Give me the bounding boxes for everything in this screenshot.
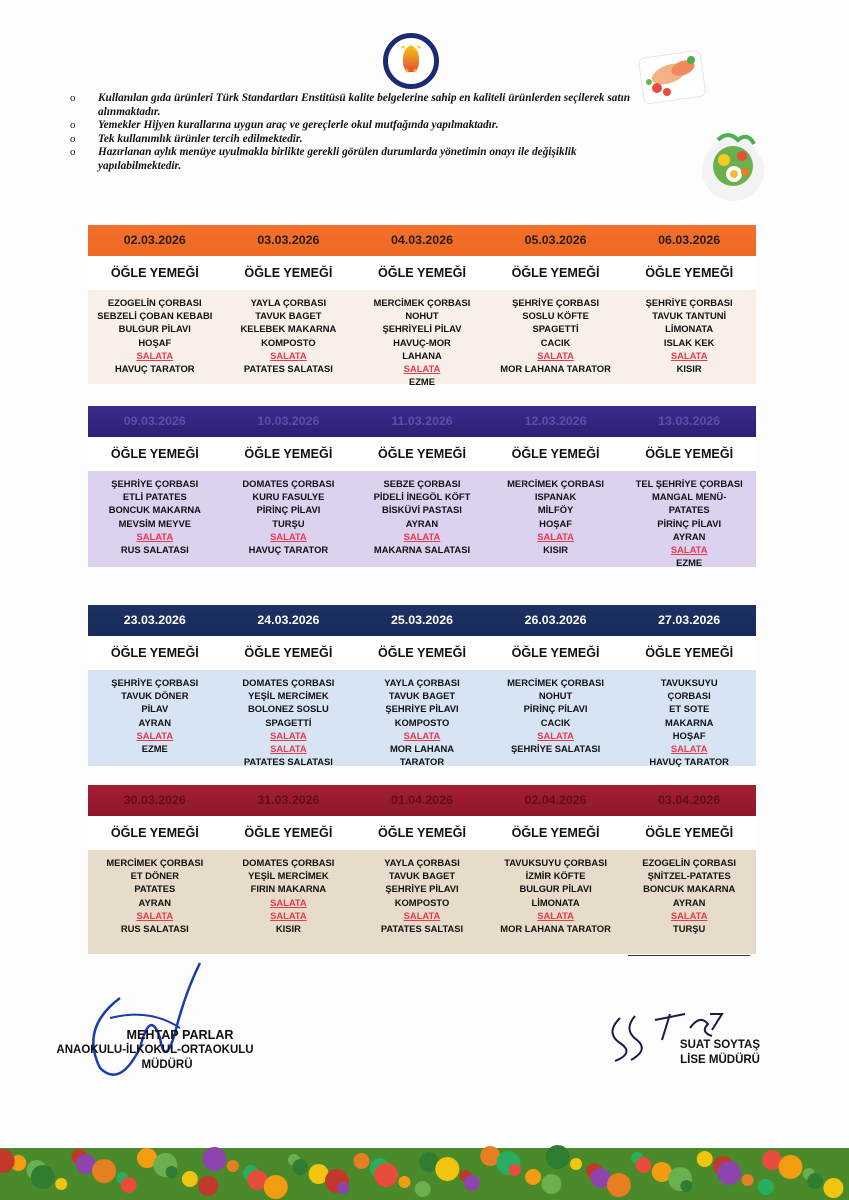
table-end-line — [628, 955, 750, 956]
week-2-table — [88, 406, 756, 567]
salad-item: SALATA — [403, 363, 441, 375]
menu-item: PİRİNÇ PİLAVI — [657, 517, 722, 529]
menu-item: TAVUKSUYU ÇORBASI — [504, 857, 607, 868]
salad-item: SALATA — [270, 349, 307, 361]
menu-item: TURŞU — [673, 923, 706, 935]
week-dates-row — [88, 785, 756, 816]
menu-item: NOHUT — [538, 690, 573, 702]
menu-item: PATATES — [134, 883, 176, 895]
salad-item: SALATA — [136, 349, 174, 361]
menu-item: EZME — [141, 743, 168, 755]
menu-item: EZOGELİN ÇORBASI — [642, 857, 737, 868]
left-signer-title: ANAOKULU-İLKOKUL-ORTAOKULU — [56, 1044, 254, 1056]
menu-item: DOMATES ÇORBASI — [242, 478, 335, 489]
lunch-label: ÖĞLE YEMEĞİ — [378, 646, 466, 660]
menu-item: ÇORBASI — [667, 690, 711, 702]
salad-item: SALATA — [270, 530, 307, 542]
note-item: o Hazırlanan aylık menüye uyulmakla birlikte gerekli görülen durumlarda yönetimin onayı ile değişiklik yapılabilmektedir. — [70, 146, 577, 172]
date-cell: 30.03.2026 — [123, 793, 186, 807]
lunch-label: ÖĞLE YEMEĞİ — [110, 826, 199, 840]
lunch-label-row — [88, 437, 756, 471]
day-menu — [222, 290, 356, 384]
menu-item: TARATOR — [399, 756, 445, 768]
salad-item: SALATA — [537, 530, 574, 542]
day-menu — [88, 471, 222, 567]
menu-item: ŞEHRİYE ÇORBASI — [512, 297, 600, 308]
menu-item: YAYLA ÇORBASI — [250, 297, 327, 308]
date-cell: 03.03.2026 — [257, 233, 320, 247]
day-menu — [88, 670, 222, 766]
menu-item: MERCİMEK ÇORBASI — [507, 677, 605, 688]
menu-item: ŞEHRİYE ÇORBASI — [645, 297, 733, 308]
menu-item: AYRAN — [405, 517, 439, 529]
menu-item: PİLAV — [141, 703, 169, 715]
salad-item: SALATA — [537, 349, 574, 361]
date-cell: 02.03.2026 — [123, 233, 186, 247]
menu-item: HAVUÇ TARATOR — [248, 544, 329, 556]
week-menus-row — [88, 290, 756, 388]
lunch-label: ÖĞLE YEMEĞİ — [244, 266, 333, 280]
day-menu — [489, 850, 623, 954]
lunch-label: ÖĞLE YEMEĞİ — [645, 646, 734, 660]
menu-item: PİRİNÇ PİLAVI — [256, 504, 321, 516]
menu-item: LİMONATA — [531, 896, 580, 908]
menu-item: AYRAN — [138, 716, 172, 728]
salad-item: SALATA — [403, 530, 441, 542]
left-signature-block — [30, 1028, 280, 1073]
week-1-table — [88, 225, 756, 388]
lunch-label: ÖĞLE YEMEĞİ — [378, 266, 466, 280]
bullet-icon: o — [70, 132, 76, 145]
lunch-label: ÖĞLE YEMEĞİ — [378, 447, 466, 461]
menu-item: MAKARNA — [664, 716, 714, 728]
note-item: o Yemekler Hijyen kurallarına uygun araç ve gereçlerle okul mutfağında yapılmaktadır. — [70, 119, 499, 132]
salad-item: SALATA — [537, 909, 574, 921]
menu-item: TAVUK BAGET — [255, 310, 322, 322]
menu-item: EZOGELİN ÇORBASI — [107, 297, 202, 308]
menu-item: ET DÖNER — [130, 870, 180, 882]
menu-item: MAKARNA SALATASI — [373, 544, 471, 556]
date-cell: 27.03.2026 — [658, 613, 721, 627]
salad-item: SALATA — [136, 909, 174, 921]
menu-item: PATATES SALTASI — [380, 923, 464, 935]
salad-item: SALATA — [403, 729, 441, 741]
menu-item: ETLİ PATATES — [122, 491, 187, 503]
menu-item: HAVUÇ-MOR — [393, 336, 451, 348]
menu-item: AYRAN — [672, 530, 706, 542]
menu-item: TAVUK DÖNER — [121, 690, 189, 702]
menu-item: CACIK — [540, 716, 571, 728]
date-cell: 03.04.2026 — [658, 793, 721, 807]
day-menu — [489, 670, 623, 766]
salad-item: SALATA — [670, 743, 708, 755]
menu-item: LİMONATA — [665, 323, 714, 335]
salad-item: SALATA — [670, 544, 708, 556]
menu-item: FIRIN MAKARNA — [250, 883, 327, 895]
salad-item: SALATA — [670, 349, 708, 361]
menu-item: SPAGETTİ — [532, 323, 579, 335]
menu-item: SEBZELİ ÇOBAN KEBABI — [97, 310, 213, 322]
week-menus-row — [88, 471, 756, 567]
date-cell: 09.03.2026 — [123, 414, 186, 428]
menu-item: SPAGETTİ — [265, 716, 312, 728]
bullet-icon: o — [70, 92, 76, 104]
menu-item: AYRAN — [138, 896, 172, 908]
lunch-label-row — [88, 636, 756, 670]
lunch-label: ÖĞLE YEMEĞİ — [244, 646, 333, 660]
lunch-label: ÖĞLE YEMEĞİ — [244, 447, 333, 461]
lunch-label: ÖĞLE YEMEĞİ — [645, 447, 734, 461]
date-cell: 12.03.2026 — [524, 414, 587, 428]
date-cell: 02.04.2026 — [524, 793, 587, 807]
menu-item: MİLFÖY — [537, 504, 574, 516]
lunch-label: ÖĞLE YEMEĞİ — [110, 646, 199, 660]
menu-item: ŞEHRİYE SALATASI — [510, 743, 601, 755]
menu-item: LAHANA — [402, 349, 442, 361]
menu-item: HAVUÇ TARATOR — [649, 756, 729, 768]
menu-item: TAVUK TANTUNİ — [652, 310, 727, 322]
menu-item: KISIR — [275, 923, 301, 935]
lunch-label: ÖĞLE YEMEĞİ — [110, 266, 199, 280]
menu-item: ŞNİTZEL-PATATES — [647, 870, 731, 882]
day-menu — [222, 670, 356, 766]
lunch-label-row — [88, 256, 756, 290]
salad-item: SALATA — [270, 743, 307, 755]
menu-item: ISPANAK — [534, 491, 577, 503]
menu-item: MERCİMEK ÇORBASI — [106, 857, 204, 868]
salad-item: SALATA — [136, 530, 174, 542]
vegetables-banner-image — [0, 1118, 849, 1200]
menu-item: SOSLU KÖFTE — [522, 310, 589, 322]
salad-item: SALATA — [403, 909, 441, 921]
menu-item: TAVUK BAGET — [388, 870, 456, 882]
menu-item: BONCUK MAKARNA — [643, 883, 736, 895]
right-signature-block — [600, 1038, 760, 1068]
menu-item: KURU FASULYE — [252, 491, 325, 503]
note-item: o Kullanılan gıda ürünleri Türk Standartları Enstitüsü kalite belgelerine sahip en kaliteli ürünlerden seçilerek satın alınmaktadır. — [70, 92, 631, 118]
left-signer-role: MÜDÜRÜ — [141, 1059, 193, 1071]
day-menu — [355, 850, 489, 954]
salad-item: SALATA — [670, 909, 708, 921]
menu-item: PATATES — [668, 504, 710, 516]
menu-item: HOŞAF — [539, 517, 572, 529]
week-menus-row — [88, 670, 756, 766]
menu-item: PATATES SALATASI — [243, 363, 333, 375]
menu-item: KELEBEK MAKARNA — [240, 323, 337, 335]
menu-item: NOHUT — [405, 310, 439, 322]
menu-item: PİRİNÇ PİLAVI — [523, 703, 588, 715]
menu-item: HOŞAF — [138, 336, 172, 348]
menu-item: YEŞİL MERCİMEK — [248, 870, 329, 882]
lunch-label: ÖĞLE YEMEĞİ — [378, 826, 466, 840]
menu-item: BİSKÜVİ PASTASI — [382, 504, 462, 516]
menu-item: RUS SALATASI — [120, 923, 189, 935]
menu-item: HOŞAF — [672, 729, 706, 741]
date-cell: 26.03.2026 — [524, 613, 587, 627]
menu-item: TURŞU — [272, 517, 305, 529]
week-dates-row — [88, 406, 756, 437]
menu-item: EZME — [676, 557, 703, 569]
salad-item: SALATA — [270, 729, 307, 741]
salad-item: SALATA — [270, 909, 307, 921]
menu-item: RUS SALATASI — [120, 544, 189, 556]
menu-item: ŞEHRİYE ÇORBASI — [111, 677, 199, 688]
lunch-label: ÖĞLE YEMEĞİ — [511, 826, 600, 840]
menu-item: PİDELİ İNEGÖL KÖFT — [373, 491, 471, 503]
week-3-table — [88, 605, 756, 766]
menu-item: HAVUÇ TARATOR — [115, 363, 195, 375]
lunch-label: ÖĞLE YEMEĞİ — [511, 266, 600, 280]
day-menu — [88, 850, 222, 954]
school-logo: ★ ★ ★ ★ ★ — [383, 33, 439, 89]
right-signer-name: SUAT SOYTAŞ — [679, 1039, 760, 1051]
date-cell: 11.03.2026 — [391, 414, 453, 428]
date-cell: 01.04.2026 — [390, 793, 453, 807]
menu-item: KISIR — [543, 544, 569, 556]
lunch-label: ÖĞLE YEMEĞİ — [645, 266, 734, 280]
menu-item: ET SOTE — [669, 703, 710, 715]
lunch-label: ÖĞLE YEMEĞİ — [110, 447, 199, 461]
day-menu — [222, 850, 356, 954]
menu-item: BULGUR PİLAVI — [118, 323, 191, 335]
day-menu — [622, 850, 756, 954]
date-cell: 06.03.2026 — [658, 233, 721, 247]
date-cell: 10.03.2026 — [257, 414, 320, 428]
menu-item: ISLAK KEK — [663, 336, 715, 348]
notes-list — [70, 92, 660, 174]
menu-item: TAVUKSUYU — [660, 677, 718, 688]
menu-item: ŞEHRİYE PİLAVI — [385, 703, 459, 715]
menu-item: KOMPOSTO — [261, 336, 316, 348]
bullet-icon: o — [70, 146, 76, 159]
menu-item: SEBZE ÇORBASI — [383, 478, 461, 489]
menu-item: AYRAN — [672, 896, 706, 908]
menu-item: KISIR — [676, 363, 702, 375]
menu-item: MERCİMEK ÇORBASI — [507, 478, 605, 489]
menu-item: MOR LAHANA TARATOR — [500, 363, 611, 375]
right-signer-role: LİSE MÜDÜRÜ — [680, 1054, 760, 1066]
menu-item: MERCİMEK ÇORBASI — [373, 297, 471, 308]
menu-item: BULGUR PİLAVI — [519, 883, 592, 895]
day-menu — [489, 471, 623, 567]
date-cell: 24.03.2026 — [257, 613, 320, 627]
menu-item: KOMPOSTO — [394, 896, 450, 908]
date-cell: 05.03.2026 — [524, 233, 587, 247]
menu-item: PATATES SALATASI — [243, 756, 333, 768]
menu-item: ŞEHRİYE PİLAVI — [385, 883, 459, 895]
day-menu — [622, 670, 756, 766]
week-dates-row — [88, 225, 756, 256]
day-menu — [355, 290, 489, 388]
bullet-icon: o — [70, 119, 76, 132]
menu-item: MEVSİM MEYVE — [118, 517, 191, 529]
date-cell: 13.03.2026 — [658, 414, 721, 428]
salad-bowl-image — [700, 126, 766, 204]
menu-item: YAYLA ÇORBASI — [384, 677, 460, 688]
salad-item: SALATA — [136, 729, 174, 741]
lunch-label: ÖĞLE YEMEĞİ — [511, 447, 600, 461]
left-signer-name: MEHTAP PARLAR — [126, 1028, 234, 1042]
menu-item: ŞEHRİYELİ PİLAV — [382, 323, 462, 335]
lunch-label: ÖĞLE YEMEĞİ — [511, 646, 600, 660]
menu-item: TEL ŞEHRİYE ÇORBASI — [635, 478, 743, 489]
menu-item: ŞEHRİYE ÇORBASI — [111, 478, 199, 489]
menu-item: EZME — [408, 376, 435, 388]
date-cell: 25.03.2026 — [390, 613, 453, 627]
menu-item: YEŞİL MERCİMEK — [248, 690, 329, 702]
menu-item: DOMATES ÇORBASI — [242, 857, 335, 868]
menu-item: İZMİR KÖFTE — [525, 870, 586, 882]
menu-item: TAVUK BAGET — [388, 690, 456, 702]
lunch-label: ÖĞLE YEMEĞİ — [645, 826, 734, 840]
menu-item: BOLONEZ SOSLU — [248, 703, 329, 715]
menu-item: BONCUK MAKARNA — [108, 504, 201, 516]
date-cell: 23.03.2026 — [123, 613, 186, 627]
week-dates-row — [88, 605, 756, 636]
day-menu — [355, 670, 489, 766]
day-menu — [489, 290, 623, 384]
menu-item: MOR LAHANA TARATOR — [500, 923, 611, 935]
day-menu — [355, 471, 489, 567]
menu-item: DOMATES ÇORBASI — [242, 677, 335, 688]
day-menu — [622, 290, 756, 384]
week-4-table — [88, 785, 756, 954]
menu-item: MOR LAHANA — [389, 743, 455, 755]
week-menus-row — [88, 850, 756, 954]
menu-item: CACIK — [540, 336, 571, 348]
date-cell: 31.03.2026 — [257, 793, 320, 807]
menu-item: YAYLA ÇORBASI — [384, 857, 460, 868]
day-menu — [88, 290, 222, 384]
menu-item: MANGAL MENÜ- — [652, 491, 727, 503]
lunch-label: ÖĞLE YEMEĞİ — [244, 826, 333, 840]
day-menu — [622, 471, 756, 567]
lunch-label-row — [88, 816, 756, 850]
salad-item: SALATA — [270, 896, 307, 908]
date-cell: 04.03.2026 — [390, 233, 453, 247]
salad-item: SALATA — [537, 729, 574, 741]
menu-item: KOMPOSTO — [394, 716, 450, 728]
note-item: o Tek kullanımlık ürünler tercih edilmektedir. — [70, 132, 303, 145]
day-menu — [222, 471, 356, 567]
